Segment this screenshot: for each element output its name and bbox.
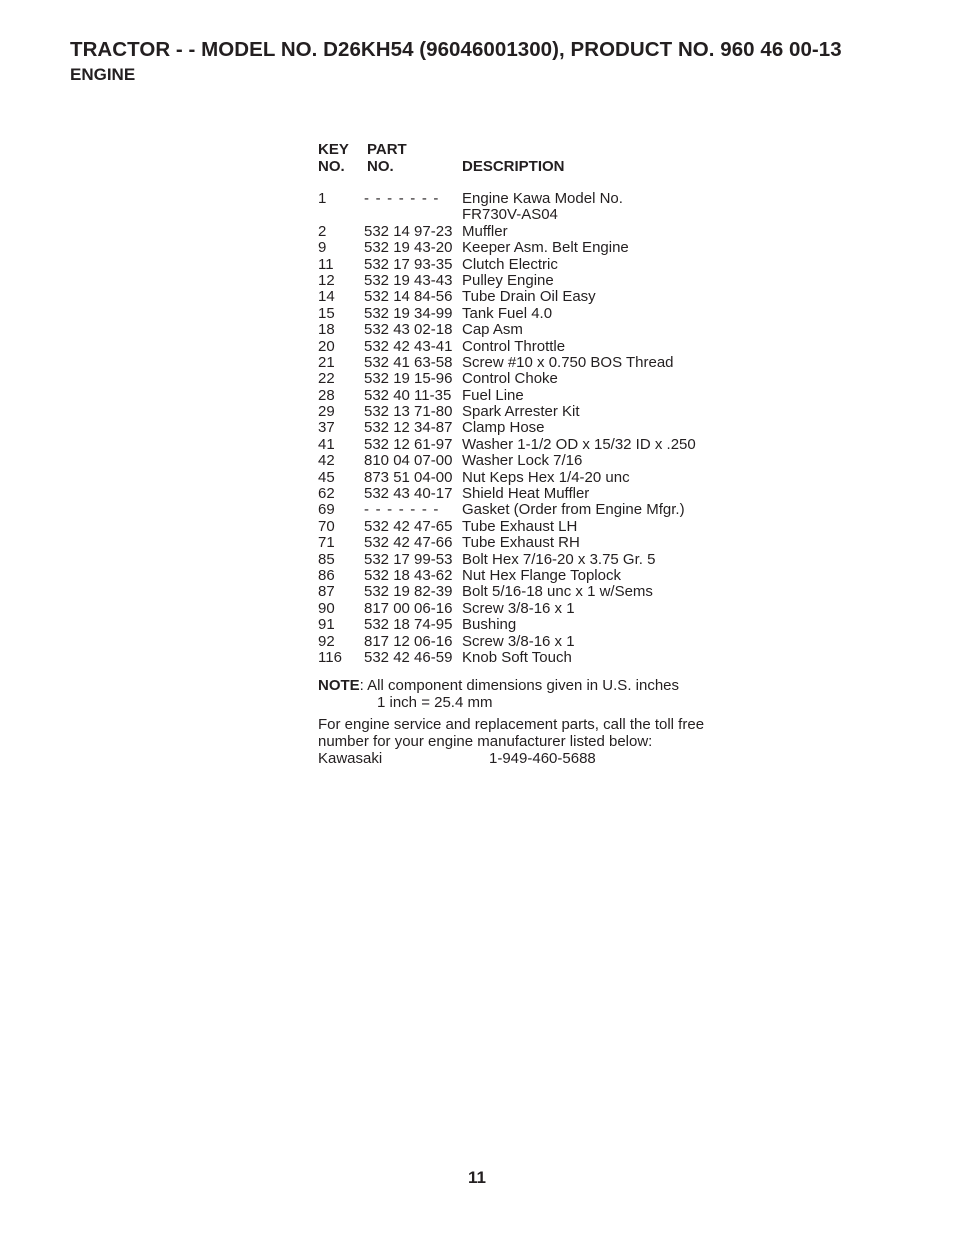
key-no: 92 [318, 632, 335, 650]
part-no: 532 42 46-59 [364, 648, 453, 666]
table-row [318, 634, 738, 650]
table-row [318, 371, 738, 387]
table-row [318, 240, 738, 256]
part-no: 532 19 34-99 [364, 304, 453, 322]
key-no: 41 [318, 435, 335, 453]
table-row [318, 552, 738, 568]
col-key-line2: NO. [318, 158, 345, 175]
key-no: 70 [318, 517, 335, 535]
table-row [318, 601, 738, 617]
col-key-line1: KEY [318, 141, 349, 158]
key-no: 18 [318, 321, 335, 339]
part-no: 532 13 71-80 [364, 403, 453, 421]
part-no: 817 00 06-16 [364, 599, 453, 617]
col-description: DESCRIPTION [462, 158, 565, 175]
description: Spark Arrester Kit [462, 403, 580, 421]
part-no: 810 04 07-00 [364, 452, 453, 470]
description: Washer Lock 7/16 [462, 452, 583, 470]
table-row [318, 470, 738, 486]
description: Screw #10 x 0.750 BOS Thread [462, 353, 674, 371]
part-no: 532 41 63-58 [364, 353, 453, 371]
service-line-1: For engine service and replacement parts, call the toll free [318, 716, 705, 734]
part-no: 532 43 02-18 [364, 321, 453, 339]
key-no: 62 [318, 485, 335, 503]
key-no: 14 [318, 288, 335, 306]
part-no: - - - - - - - [364, 190, 440, 207]
description: Fuel Line [462, 386, 524, 404]
table-row [318, 224, 738, 240]
key-no: 86 [318, 567, 335, 584]
part-no: 532 14 84-56 [364, 288, 453, 306]
note-text: : All component dimensions given in U.S. inches [359, 677, 680, 695]
table-row [318, 568, 738, 584]
description: Tube Exhaust LH [462, 517, 578, 535]
key-no: 116 [318, 648, 342, 666]
description: Muffler [462, 222, 508, 240]
key-no: 22 [318, 370, 335, 388]
key-no: 85 [318, 550, 335, 568]
key-no: 29 [318, 403, 335, 421]
description: Tank Fuel 4.0 [462, 304, 553, 322]
description: Tube Drain Oil Easy [462, 288, 596, 306]
service-line-2: number for your engine manufacturer listed below: [318, 732, 653, 750]
description-line2: FR730V-AS04 [462, 206, 558, 224]
description: Nut Hex Flange Toplock [462, 567, 621, 584]
key-no: 9 [318, 239, 327, 257]
page-title: TRACTOR - - MODEL NO. D26KH54 (96046001300), PRODUCT NO. 960 46 00-13 [70, 38, 842, 61]
description: Nut Keps Hex 1/4-20 unc [462, 468, 630, 486]
description: Bolt Hex 7/16-20 x 3.75 Gr. 5 [462, 550, 656, 568]
key-no: 15 [318, 304, 335, 322]
description: Bushing [462, 616, 517, 634]
description: Clamp Hose [462, 419, 545, 437]
part-no: 532 18 43-62 [364, 567, 453, 584]
key-no: 45 [318, 468, 335, 486]
part-no: 532 19 43-20 [364, 239, 453, 257]
key-no: 28 [318, 386, 335, 404]
key-no: 20 [318, 337, 335, 355]
description: Control Throttle [462, 337, 566, 355]
table-header [318, 142, 738, 176]
table-row [318, 289, 738, 305]
description: Keeper Asm. Belt Engine [462, 239, 629, 257]
key-no: 91 [318, 616, 335, 634]
description: Engine Kawa Model No. [462, 190, 623, 207]
table-row [318, 650, 738, 666]
key-no: 71 [318, 534, 335, 552]
table-row [318, 257, 738, 273]
part-no: 532 42 43-41 [364, 337, 453, 355]
key-no: 2 [318, 222, 327, 240]
part-no: 532 42 47-65 [364, 517, 453, 535]
table-row [318, 453, 738, 469]
part-no: 532 19 15-96 [364, 370, 453, 388]
table-row [318, 404, 738, 420]
part-no: - - - - - - - [364, 501, 440, 519]
manufacturer-name: Kawasaki [318, 749, 383, 767]
table-row [318, 388, 738, 404]
table-row [318, 339, 738, 355]
description: Screw 3/8-16 x 1 [462, 632, 575, 650]
table-row [318, 191, 738, 224]
page-number: 11 [468, 1168, 486, 1187]
note-label: NOTE [318, 677, 360, 695]
key-no: 42 [318, 452, 335, 470]
description: Clutch Electric [462, 255, 558, 273]
part-no: 532 18 74-95 [364, 616, 453, 634]
table-row [318, 437, 738, 453]
key-no: 11 [318, 255, 334, 273]
table-row [318, 273, 738, 289]
description: Control Choke [462, 370, 558, 388]
part-no: 532 17 93-35 [364, 255, 453, 273]
part-no: 873 51 04-00 [364, 468, 453, 486]
key-no: 69 [318, 501, 335, 519]
table-row [318, 355, 738, 371]
part-no: 817 12 06-16 [364, 632, 453, 650]
key-no: 1 [318, 190, 327, 207]
table-row [318, 519, 738, 535]
note [318, 678, 738, 711]
service-info [318, 717, 738, 769]
description: Cap Asm [462, 321, 523, 339]
parts-list [318, 142, 738, 769]
table-row [318, 420, 738, 436]
part-no: 532 19 43-43 [364, 271, 453, 289]
table-row [318, 502, 738, 518]
table-row [318, 486, 738, 502]
description: Screw 3/8-16 x 1 [462, 599, 575, 617]
part-no: 532 12 34-87 [364, 419, 453, 437]
col-part-line1: PART [367, 141, 407, 158]
table-row [318, 584, 738, 600]
part-no: 532 19 82-39 [364, 583, 453, 601]
note-conversion: 1 inch = 25.4 mm [377, 693, 493, 711]
table-row [318, 322, 738, 338]
manufacturer-contact [318, 751, 738, 769]
parts-table-body [318, 191, 738, 666]
description: Gasket (Order from Engine Mfgr.) [462, 501, 685, 519]
part-no: 532 12 61-97 [364, 435, 453, 453]
table-row [318, 617, 738, 633]
description: Knob Soft Touch [462, 648, 572, 666]
part-no: 532 14 97-23 [364, 222, 453, 240]
table-row [318, 535, 738, 551]
description: Pulley Engine [462, 271, 554, 289]
description: Shield Heat Muffler [462, 485, 590, 503]
part-no: 532 40 11-35 [364, 386, 452, 404]
key-no: 12 [318, 271, 335, 289]
key-no: 90 [318, 599, 335, 617]
part-no: 532 43 40-17 [364, 485, 453, 503]
key-no: 87 [318, 583, 335, 601]
part-no: 532 42 47-66 [364, 534, 453, 552]
description: Bolt 5/16-18 unc x 1 w/Sems [462, 583, 653, 601]
key-no: 21 [318, 353, 335, 371]
section-title: ENGINE [70, 65, 136, 84]
key-no: 37 [318, 419, 335, 437]
description: Tube Exhaust RH [462, 534, 580, 552]
part-no: 532 17 99-53 [364, 550, 453, 568]
table-row [318, 306, 738, 322]
description: Washer 1-1/2 OD x 15/32 ID x .250 [462, 435, 696, 453]
manufacturer-phone: 1-949-460-5688 [489, 749, 596, 767]
col-part-line2: NO. [367, 158, 394, 175]
